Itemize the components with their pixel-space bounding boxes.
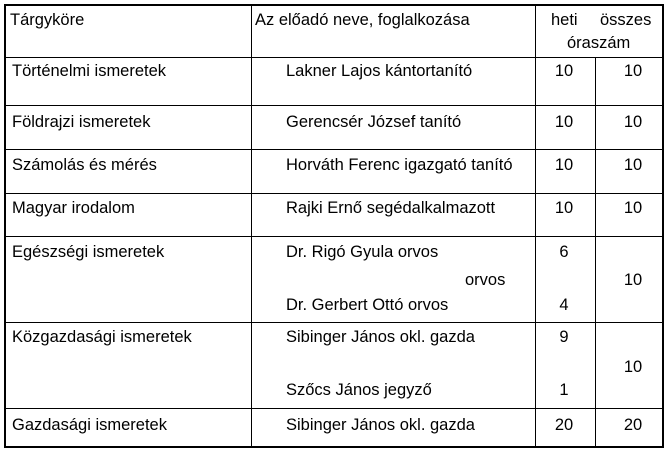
row-subject: Egészségi ismeretek (12, 243, 165, 261)
lecture-schedule-table (4, 4, 664, 448)
row-weekly-hours: 10 (554, 199, 574, 217)
row-subject: Gazdasági ismeretek (12, 416, 167, 434)
row-lecturer: Rajki Ernő segédalkalmazott (286, 199, 496, 217)
header-total: összes (600, 11, 652, 29)
table-border-right (662, 4, 664, 448)
row-lecturer: Lakner Lajos kántortanító (286, 62, 473, 80)
row-weekly-hours: 20 (554, 416, 574, 434)
row-lecturer: Dr. Gerbert Ottó orvos (286, 296, 449, 314)
row-divider (4, 193, 664, 194)
row-total-hours: 10 (623, 199, 643, 217)
row-subject: Közgazdasági ismeretek (12, 328, 192, 346)
row-divider (4, 236, 664, 237)
row-lecturer: orvos (465, 271, 506, 289)
header-hours: óraszám (567, 34, 631, 52)
row-divider (4, 408, 664, 409)
row-lecturer: Horváth Ferenc igazgató tanító (286, 156, 513, 174)
row-subject: Történelmi ismeretek (12, 62, 167, 80)
row-subject: Földrajzi ismeretek (12, 113, 151, 131)
row-weekly-hours: 10 (554, 62, 574, 80)
row-total-hours: 10 (623, 156, 643, 174)
row-lecturer: Szőcs János jegyző (286, 381, 432, 399)
row-weekly-hours: 1 (559, 381, 569, 399)
row-total-hours: 10 (623, 358, 643, 376)
row-divider (4, 149, 664, 150)
table-border-left (4, 4, 6, 448)
row-weekly-hours: 10 (554, 113, 574, 131)
header-subject: Tárgyköre (10, 11, 85, 29)
row-weekly-hours: 9 (559, 328, 569, 346)
table-border-top (4, 4, 664, 6)
row-total-hours: 10 (623, 271, 643, 289)
header-lecturer: Az előadó neve, foglalkozása (255, 11, 470, 29)
row-subject: Számolás és mérés (12, 156, 157, 174)
row-total-hours: 10 (623, 62, 643, 80)
column-divider (595, 57, 596, 448)
row-total-hours: 10 (623, 113, 643, 131)
header-divider (4, 57, 664, 58)
row-lecturer: Gerencsér József tanító (286, 113, 462, 131)
row-divider (4, 105, 664, 106)
table-border-bottom (4, 446, 664, 448)
row-weekly-hours: 10 (554, 156, 574, 174)
row-subject: Magyar irodalom (12, 199, 135, 217)
row-divider (4, 322, 664, 323)
row-total-hours: 20 (623, 416, 643, 434)
row-lecturer: Sibinger János okl. gazda (286, 416, 475, 434)
row-lecturer: Sibinger János okl. gazda (286, 328, 475, 346)
header-weekly: heti (551, 11, 578, 29)
column-divider (251, 4, 252, 448)
row-lecturer: Dr. Rigó Gyula orvos (286, 243, 439, 261)
row-weekly-hours: 4 (559, 296, 569, 314)
row-weekly-hours: 6 (559, 243, 569, 261)
